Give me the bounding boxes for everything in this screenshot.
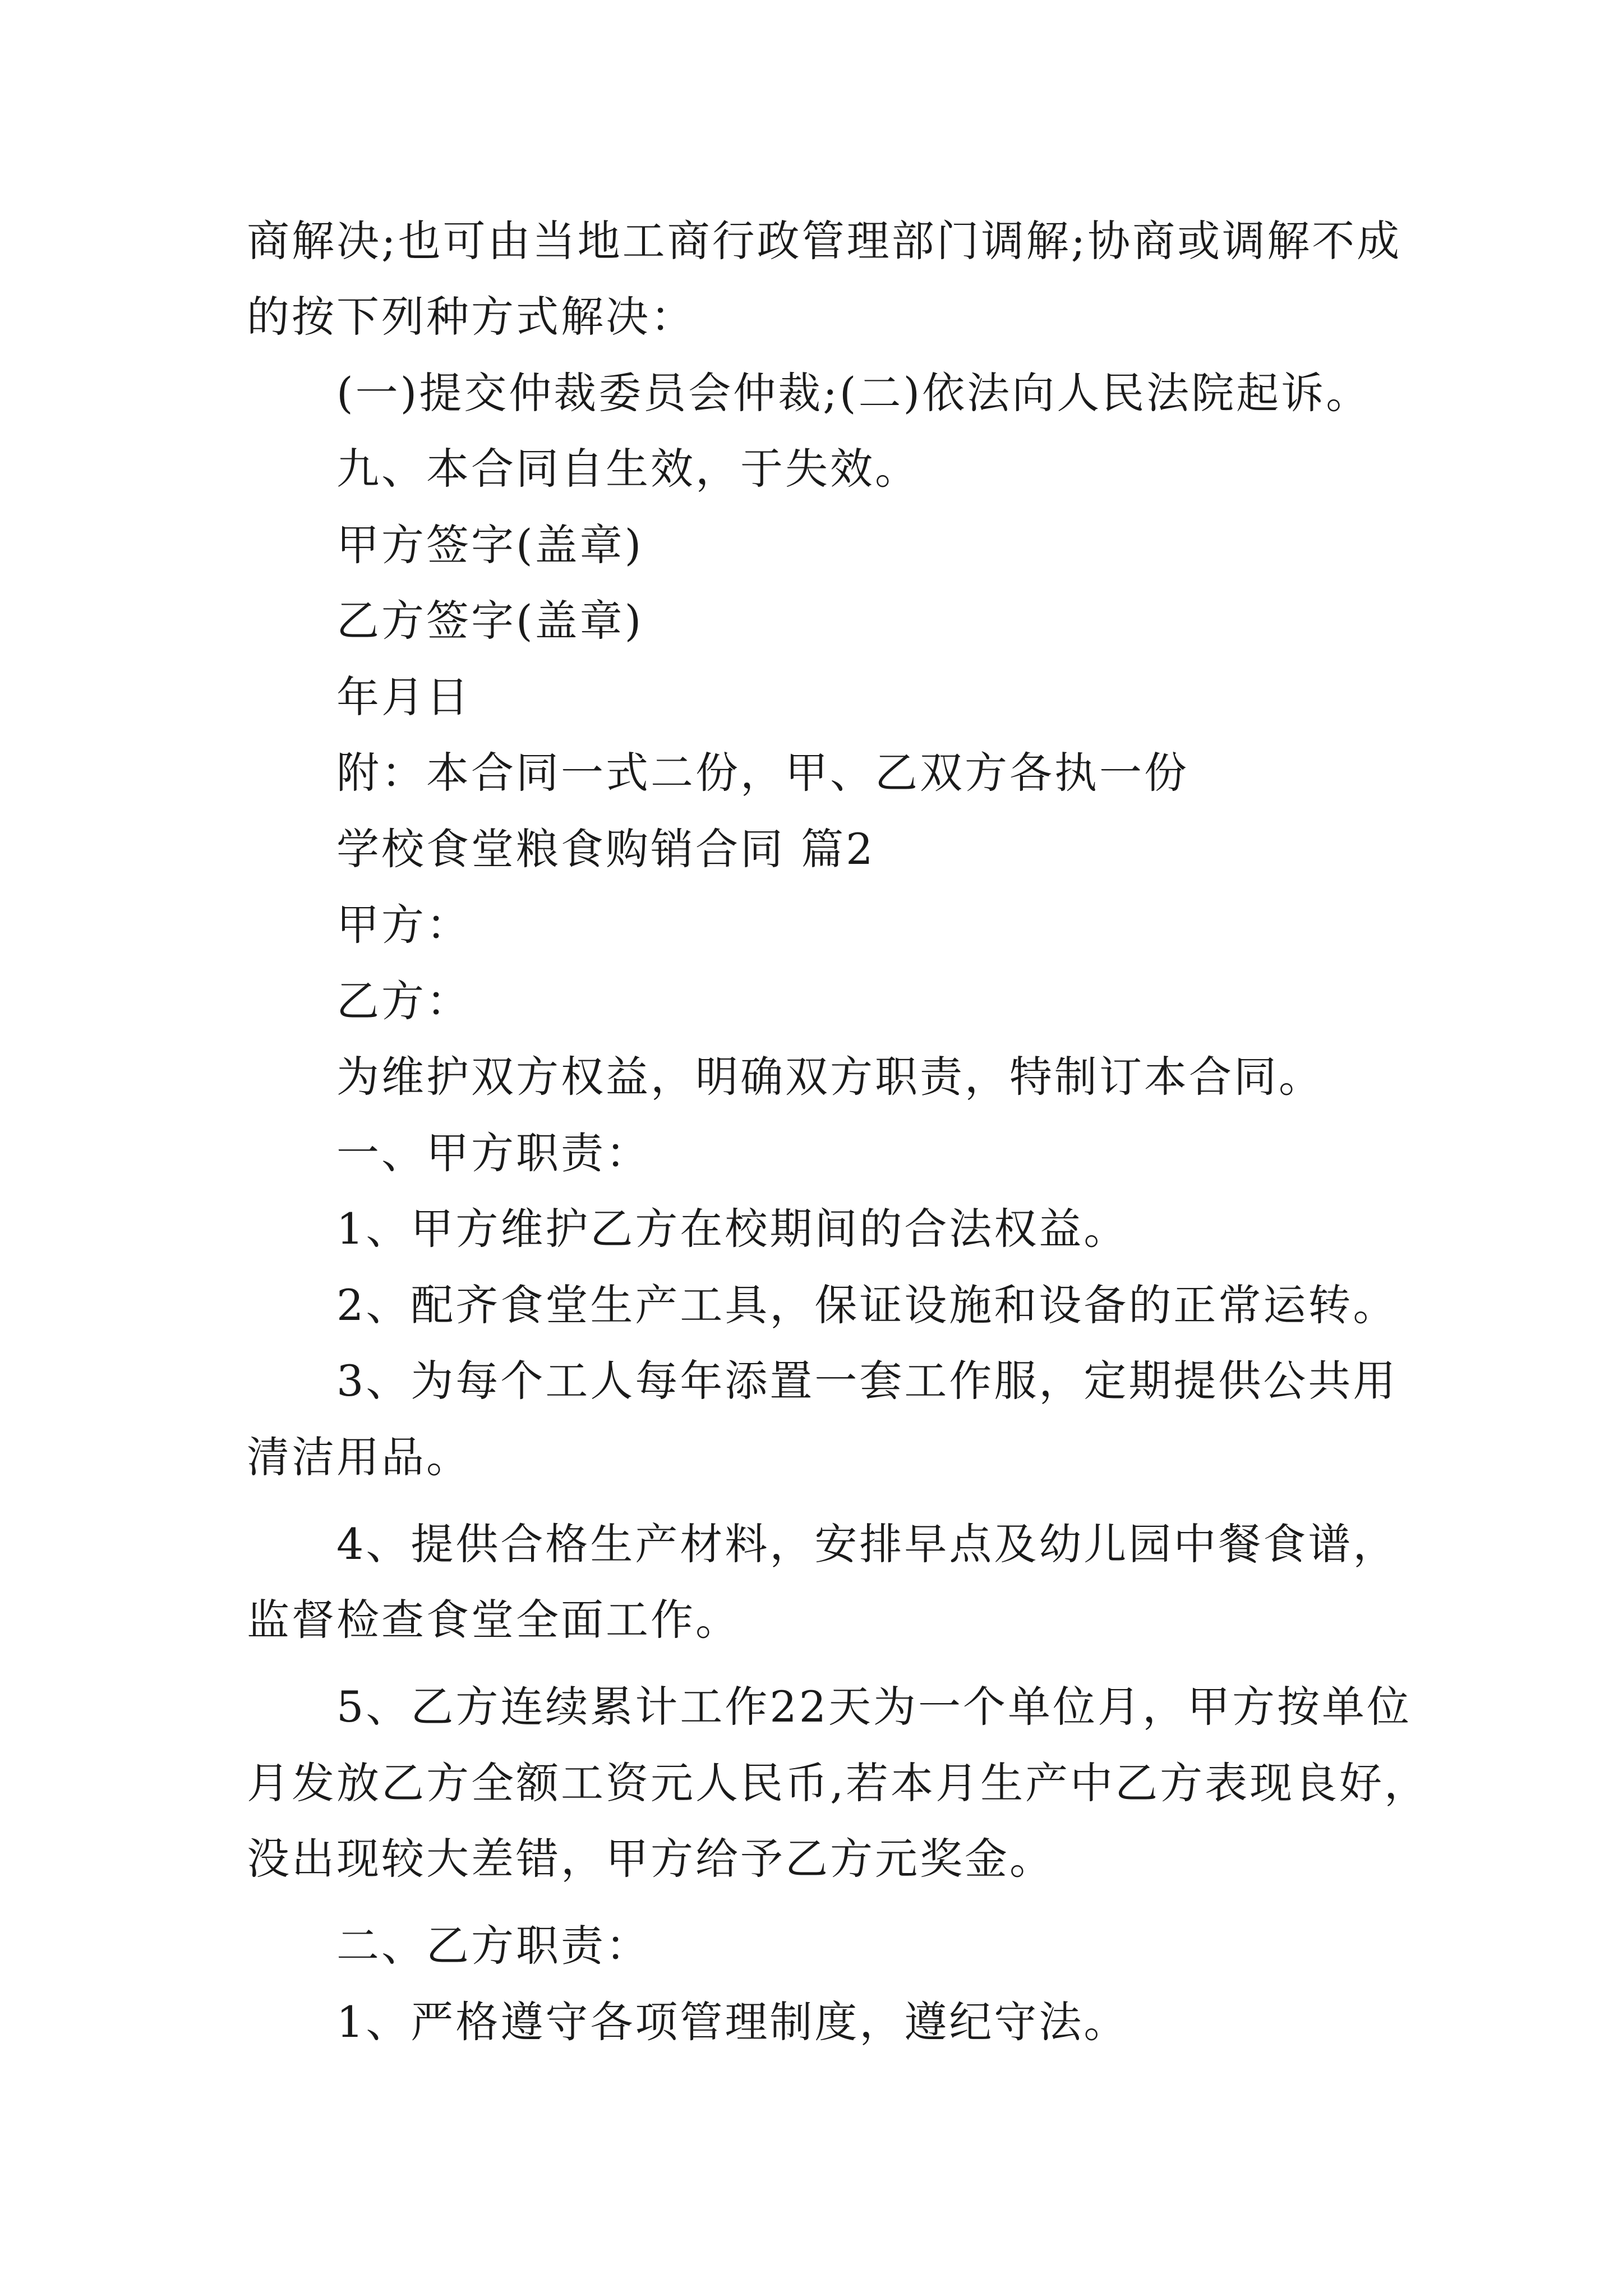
text-line: 监督检查食堂全面工作。 <box>247 1595 740 1645</box>
section-heading: 学校食堂粮食购销合同 篇2 <box>336 824 875 874</box>
text-line: 甲方签字(盖章) <box>336 520 644 570</box>
text-line: 3、为每个工人每年添置一套工作服，定期提供公共用 <box>336 1356 1398 1406</box>
text-line: (一)提交仲裁委员会仲裁;(二)依法向人民法院起诉。 <box>336 368 1371 418</box>
text-line: 4、提供合格生产材料，安排早点及幼儿园中餐食谱， <box>336 1519 1398 1569</box>
text-line: 没出现较大差错，甲方给予乙方元奖金。 <box>247 1834 1054 1884</box>
text-line: 年月日 <box>336 672 471 722</box>
text-line: 的按下列种方式解决： <box>247 292 695 342</box>
text-line: 乙方签字(盖章) <box>336 596 644 646</box>
text-line: 1、甲方维护乙方在校期间的合法权益。 <box>336 1204 1129 1254</box>
text-line: 附：本合同一式二份，甲、乙双方各执一份 <box>336 748 1189 798</box>
text-line: 清洁用品。 <box>247 1432 471 1482</box>
text-line: 乙方： <box>336 976 471 1026</box>
text-line: 月发放乙方全额工资元人民币,若本月生产中乙方表现良好， <box>247 1758 1430 1808</box>
text-line: 九、本合同自生效，于失效。 <box>336 444 920 494</box>
text-line: 二、乙方职责： <box>336 1921 651 1971</box>
text-line: 商解决;也可由当地工商行政管理部门调解;协商或调解不成 <box>247 216 1402 266</box>
text-line: 一、甲方职责： <box>336 1128 651 1178</box>
text-line: 5、乙方连续累计工作22天为一个单位月，甲方按单位 <box>336 1682 1412 1732</box>
text-line: 2、配齐食堂生产工具，保证设施和设备的正常运转。 <box>336 1280 1398 1330</box>
text-line: 甲方： <box>336 900 471 950</box>
text-line: 为维护双方权益，明确双方职责，特制订本合同。 <box>336 1052 1324 1102</box>
text-line: 1、严格遵守各项管理制度，遵纪守法。 <box>336 1997 1129 2047</box>
